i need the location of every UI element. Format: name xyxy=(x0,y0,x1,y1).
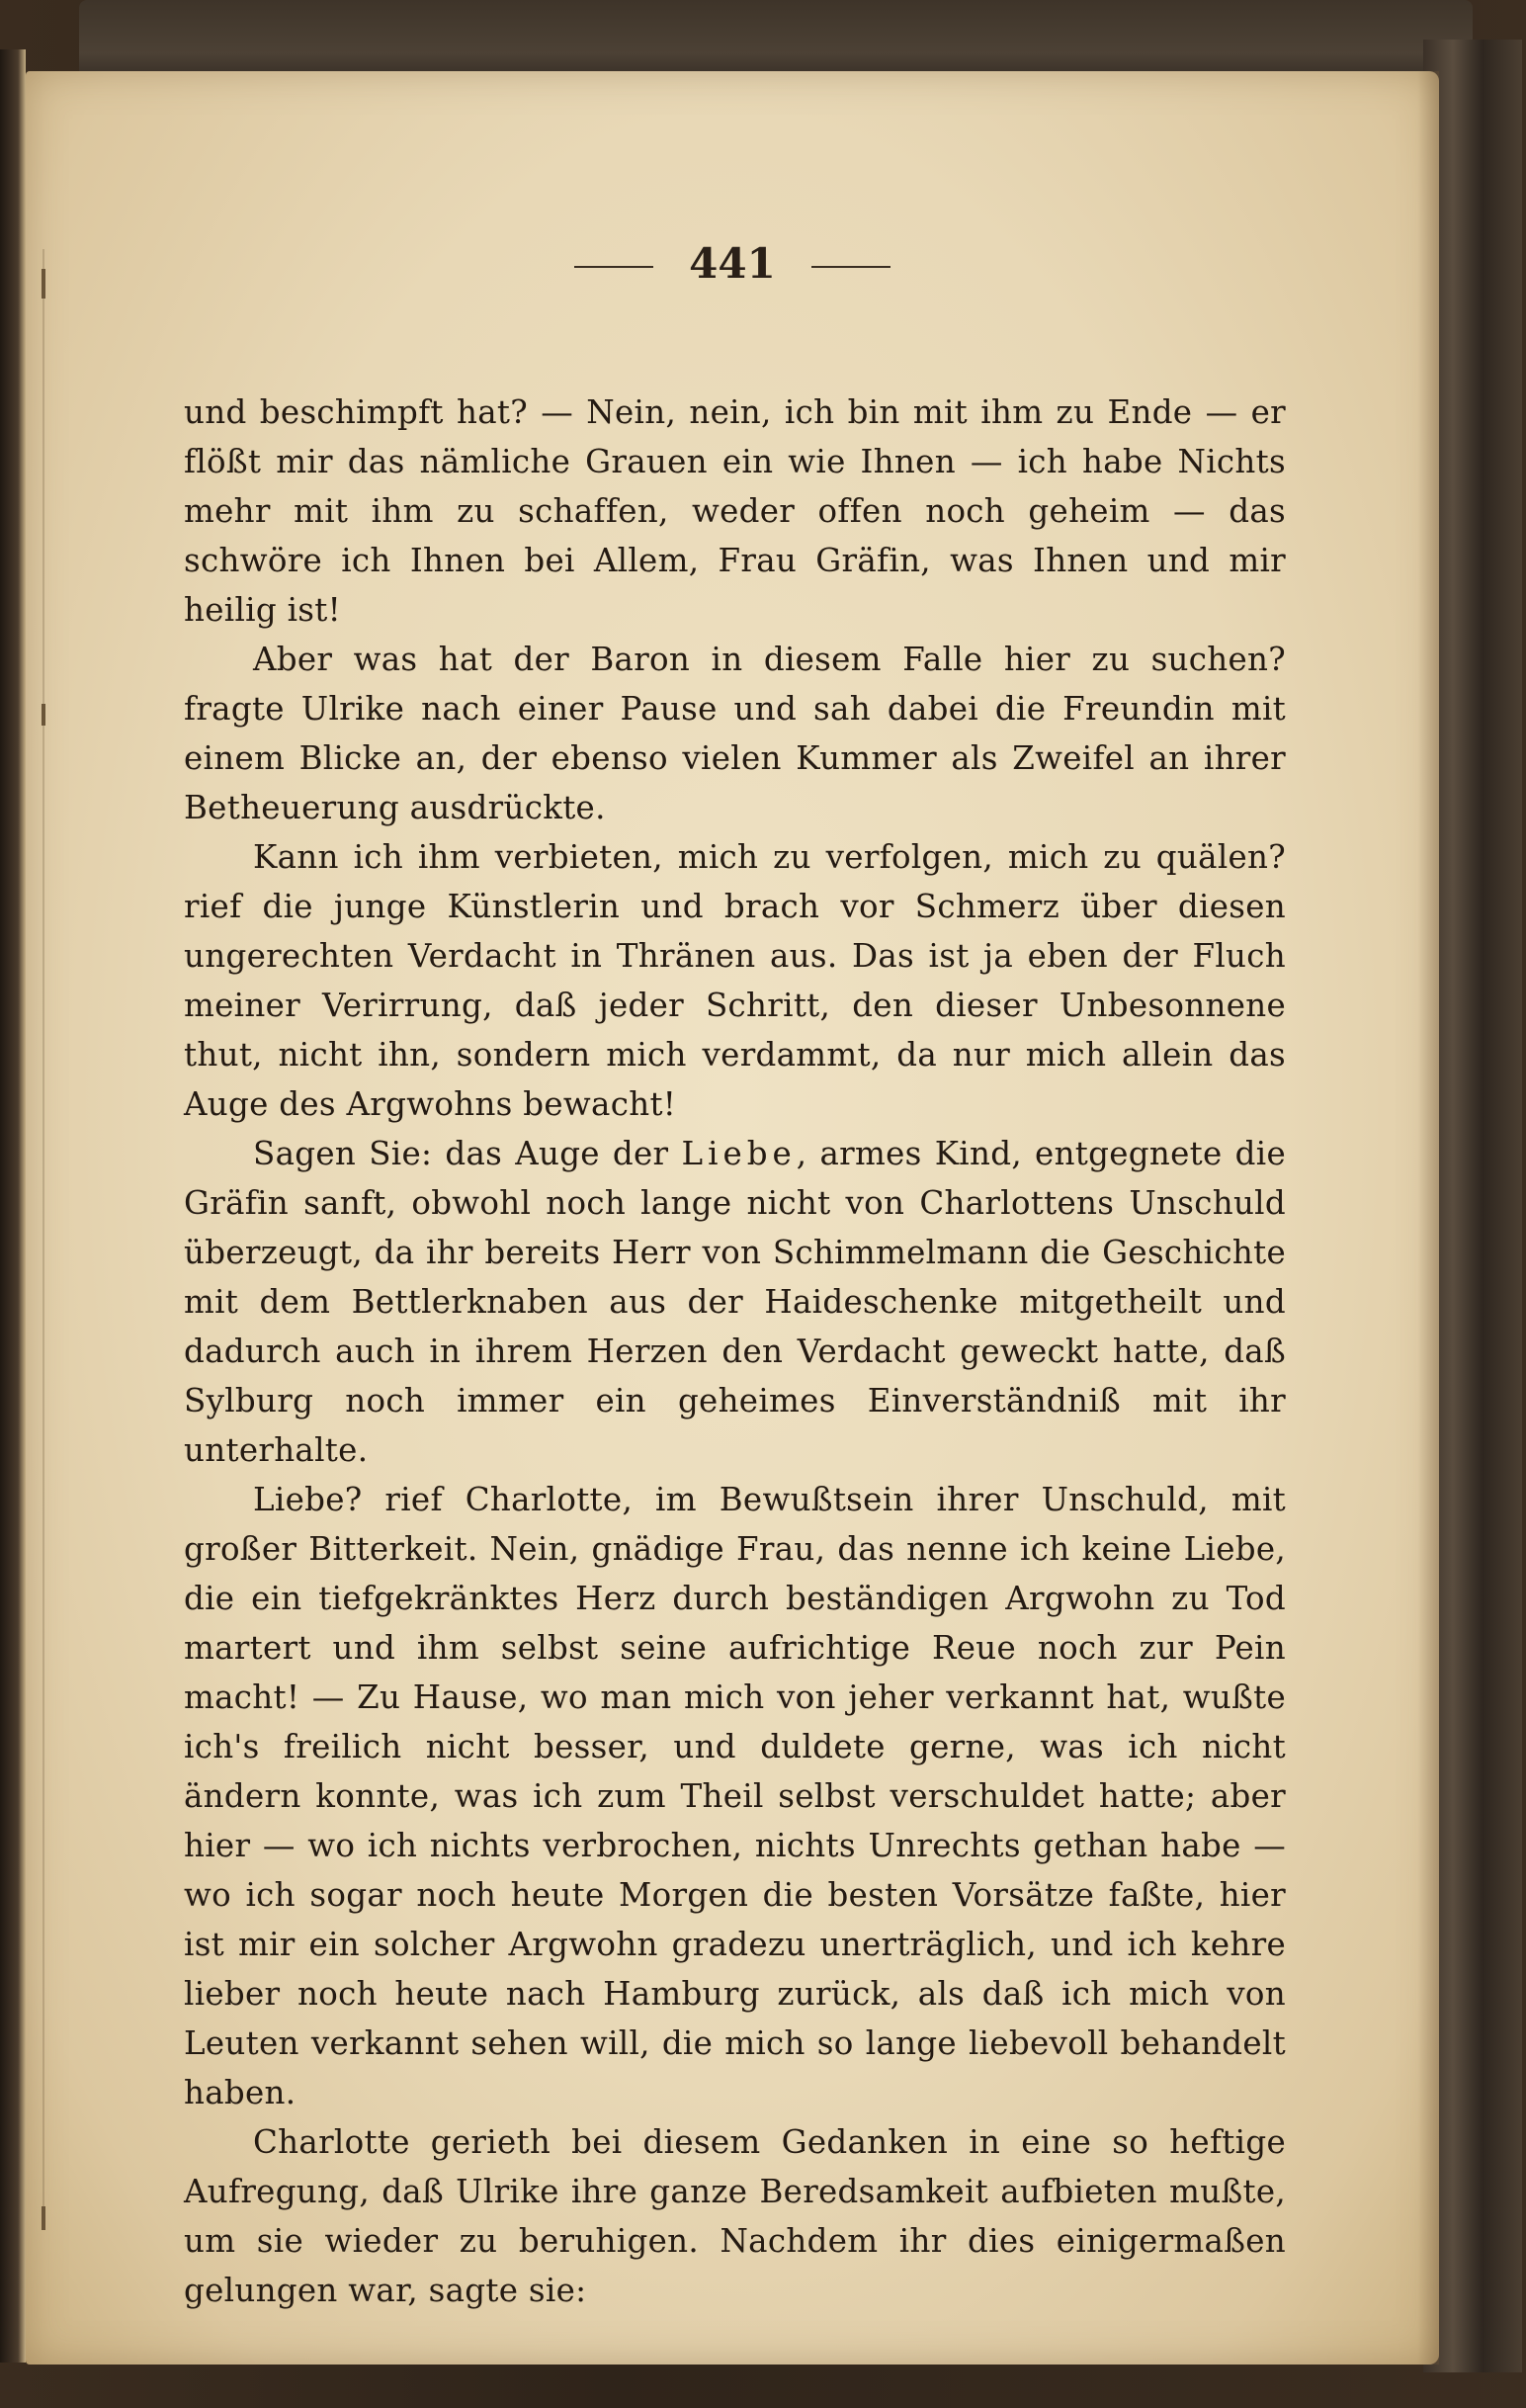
paragraph-1: und beschimpft hat? — Nein, nein, ich bin mit ihm zu Ende — er flößt mir das nämliche Grauen ein wie Ihnen — ich habe Nichts mehr mit ihm zu schaffen, weder offen noch geheim — das schwöre ich Ihnen bei Allem, Frau Gräfin, was Ihnen und mir heilig ist! xyxy=(184,393,1286,629)
body-text xyxy=(184,387,1286,2315)
paragraph-4-emphasis: Liebe xyxy=(681,1135,797,1172)
page-shadow xyxy=(1417,71,1439,2365)
paragraph-6: Charlotte gerieth bei diesem Gedanken in eine so heftige Aufregung, daß Ulrike ihre ganze Beredsamkeit aufbieten mußte, um sie wieder zu beruhigen. Nachdem ihr dies einigermaßen gelungen war, sagte sie: xyxy=(184,2123,1286,2309)
page-header xyxy=(26,239,1439,288)
book-spine-edge xyxy=(0,49,26,2363)
paragraph-2: Aber was hat der Baron in diesem Falle hier zu suchen? fragte Ulrike nach einer Pause und sah dabei die Freundin mit einem Blicke an, der ebenso vielen Kummer als Zweifel an ihrer Betheuerung ausdrückte. xyxy=(184,641,1286,826)
margin-line xyxy=(42,249,44,2206)
margin-marks xyxy=(36,190,59,2216)
paragraph-4-start: Sagen Sie: das Auge der xyxy=(253,1135,682,1172)
paragraph-4-end: , armes Kind, entgegnete die Gräfin sanft, obwohl noch lange nicht von Charlottens Unschuld überzeugt, da ihr bereits Herr von Schimmelmann die Geschichte mit dem Bettlerknaben aus der Haideschenke mitgetheilt und dadurch auch in ihrem Herzen den Verdacht geweckt hatte, daß Sylburg noch immer ein geheimes Einverständniß mit ihr unterhalte. xyxy=(184,1135,1286,1469)
paragraph-3: Kann ich ihm verbieten, mich zu verfolgen, mich zu quälen? rief die junge Künstlerin und brach vor Schmerz über diesen ungerechten Verdacht in Thränen aus. Das ist ja eben der Fluch meiner Verirrung, daß jeder Schritt, den dieser Unbesonnene thut, nicht ihn, sondern mich verdammt, da nur mich allein das Auge des Argwohns bewacht! xyxy=(184,838,1286,1123)
page-number: 441 xyxy=(689,239,776,288)
paragraph-5: Liebe? rief Charlotte, im Bewußtsein ihrer Unschuld, mit großer Bitterkeit. Nein, gnädige Frau, das nenne ich keine Liebe, die ein tiefgekränktes Herz durch beständigen Argwohn zu Tod martert und ihm selbst seine aufrichtige Reue noch zur Pein macht! — Zu Hause, wo man mich von jeher verkannt hat, wußte ich's freilich nicht besser, und duldete gerne, was ich nicht ändern konnte, was ich zum Theil selbst verschuldet hatte; aber hier — wo ich nichts verbrochen, nichts Unrechts gethan habe — wo ich sogar noch heute Morgen die besten Vorsätze faßte, hier ist mir ein solcher Argwohn gradezu unerträglich, und ich kehre lieber noch heute nach Hamburg zurück, als daß ich mich von Leuten verkannt sehen will, die mich so lange liebevoll behandelt haben. xyxy=(184,1481,1286,2111)
book-page xyxy=(26,71,1439,2365)
header-rule-left xyxy=(574,266,653,268)
header-rule-right xyxy=(811,266,890,268)
paragraph-4 xyxy=(184,1129,1286,1475)
margin-mark xyxy=(42,2206,45,2230)
margin-mark xyxy=(42,704,45,726)
